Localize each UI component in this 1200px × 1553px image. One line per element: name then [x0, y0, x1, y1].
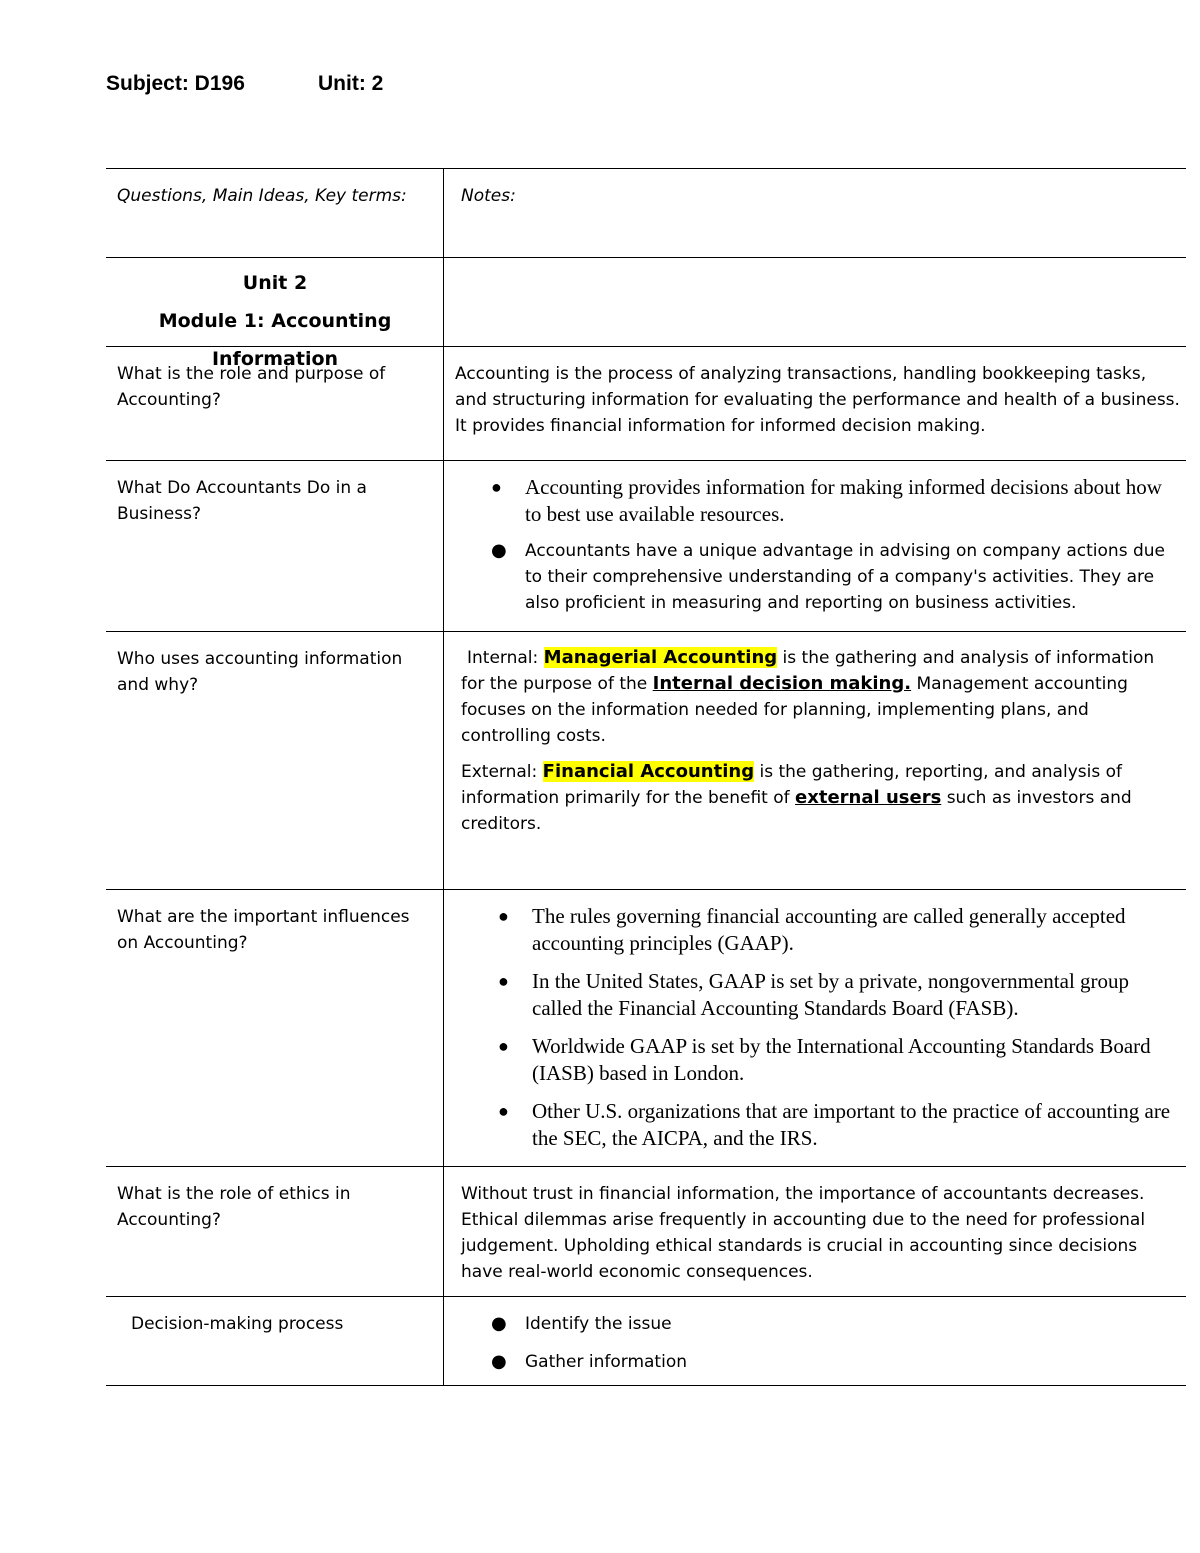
list-item: ● Gather information [455, 1349, 1180, 1375]
question-cell: What is the role and purpose of Accounting? [117, 364, 386, 410]
list-item: ● Other U.S. organizations that are important to the practice of accounting are the SEC, the AICPA, and the IRS. [498, 1099, 1171, 1150]
list-item: ● Worldwide GAAP is set by the International Accounting Standards Board (IASB) based in London. [498, 1034, 1151, 1085]
bullet-icon: ● [498, 1036, 509, 1056]
table-border-top [106, 168, 1186, 169]
row-divider [106, 631, 1186, 632]
external-paragraph: External: Financial Accounting is the gathering, reporting, and analysis of information primarily for the benefit of external users such as investors and creditors. [461, 761, 1132, 834]
row-divider [106, 1296, 1186, 1297]
note-cell [455, 474, 1180, 616]
row-divider [106, 257, 1186, 258]
row-divider [106, 889, 1186, 890]
question-cell: What is the role of ethics in Accounting? [117, 1184, 351, 1230]
section-unit: Unit 2 [242, 272, 308, 294]
list-item: ● In the United States, GAAP is set by a private, nongovernmental group called the Financial Accounting Standards Board (FASB). [498, 969, 1130, 1020]
bullet-icon: ● [498, 1101, 509, 1121]
internal-paragraph: Internal: Managerial Accounting is the gathering and analysis of information for the purpose of the Internal decision making. Management accounting focuses on the information needed for planning, implementing plans, and controlling costs. [461, 647, 1155, 746]
highlighted-term: Managerial Accounting [543, 647, 778, 668]
highlighted-term: Financial Accounting [542, 761, 755, 782]
subject-label: Subject: D196 [106, 72, 245, 95]
left-column-header: Questions, Main Ideas, Key terms: [117, 186, 407, 206]
bullet-icon: ● [498, 971, 509, 991]
underlined-term: Internal decision making. [652, 673, 912, 694]
list-item: ● Accounting provides information for making informed decisions about how to best use available resources. [491, 475, 1162, 526]
note-cell: Accounting is the process of analyzing transactions, handling bookkeeping tasks, and structuring information for evaluating the performance and health of a business. It provides financial information for informed decision making. [455, 364, 1180, 436]
unit-label: Unit: 2 [318, 72, 384, 95]
right-column-header: Notes: [461, 186, 516, 206]
underlined-term: external users [795, 787, 942, 808]
note-cell [461, 645, 1176, 837]
question-cell: What Do Accountants Do in a Business? [117, 478, 367, 524]
bullet-icon: ● [491, 540, 507, 561]
question-cell: Decision-making process [131, 1314, 344, 1334]
list-item: ● Identify the issue [455, 1311, 1180, 1337]
bullet-icon: ● [491, 477, 502, 497]
section-module: Module 1: Accounting Information [158, 310, 392, 370]
table-border-bottom [106, 1385, 1186, 1386]
row-divider [106, 1166, 1186, 1167]
question-cell: What are the important influences on Accounting? [117, 907, 410, 953]
page-header [106, 72, 384, 96]
bullet-icon: ● [491, 1313, 507, 1334]
list-item: ● The rules governing financial accounting are called generally accepted accounting principles (GAAP). [498, 904, 1126, 955]
bullet-icon: ● [498, 906, 509, 926]
list-item: ● Accountants have a unique advantage in advising on company actions due to their comprehensive understanding of a company's activities. They are also proficient in measuring and reporting on business activities. [491, 540, 1165, 613]
note-cell: Without trust in financial information, the importance of accountants decreases. Ethical dilemmas arise frequently in accounting due to the need for professional judgement. Upholding ethical standards is crucial in accounting since decisions have real-world economic consequences. [461, 1184, 1146, 1282]
note-cell [462, 903, 1180, 1152]
question-cell: Who uses accounting information and why? [117, 649, 403, 695]
row-divider [106, 460, 1186, 461]
note-cell [455, 1311, 1180, 1375]
bullet-icon: ● [491, 1351, 507, 1372]
